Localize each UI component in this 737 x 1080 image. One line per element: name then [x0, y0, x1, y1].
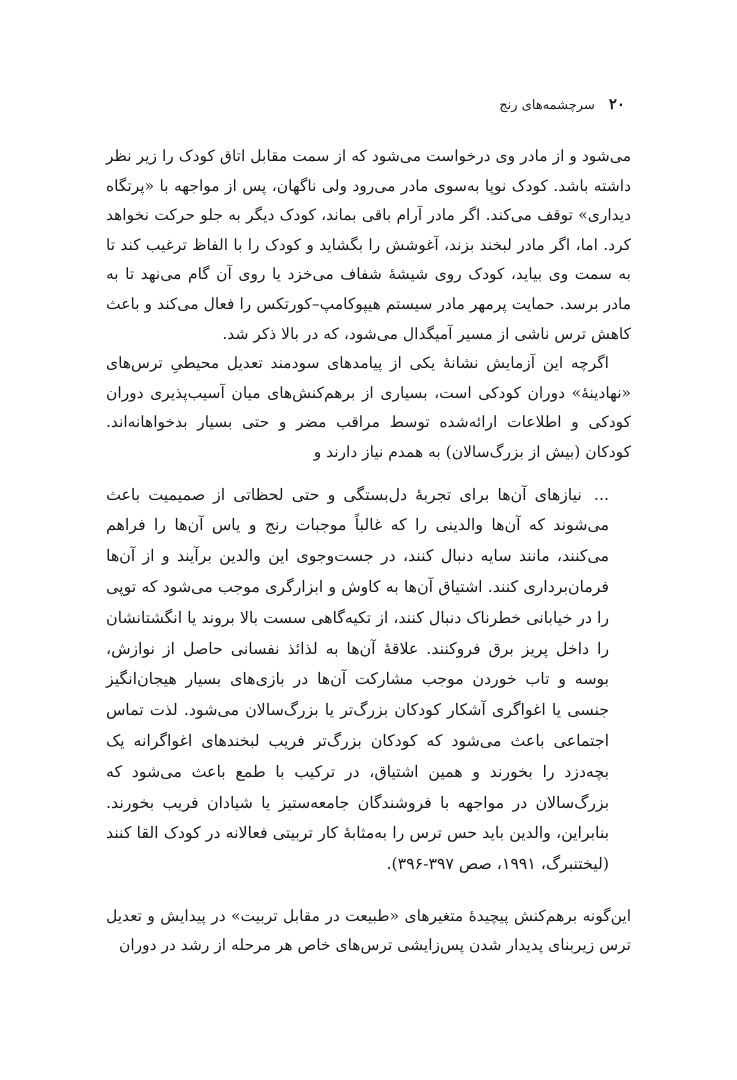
paragraph-3: این‌گونه برهم‌کنش پیچیدهٔ متغیرهای «طبیعت در مقابل تربیت» در پیدایش و تعدیل ترس زیربنای پدیدار شدن پس‌زایشی ترس‌های خاص هر مرحله از رشد در دوران — [106, 906, 631, 955]
paragraph-1: می‌شود و از مادر وی درخواست می‌شود که از سمت مقابل اتاق کودک را زیر نظر داشته باشد. کودک نوپا به‌سوی مادر می‌رود ولی ناگهان، پس از مواجهه با «پرتگاه دیداری» توقف می‌کند. اگر مادر آرام باقی بماند، کودک دیگر به جلو حرکت نخواهد کرد. اما، اگر مادر لبخند بزند، آغوشش را بگشاید و کودک را با الفاظ ترغیب کند تا به سمت وی بیاید، کودک روی شیشهٔ شفاف می‌خزد یا روی آن گام می‌نهد تا به مادر برسد. حمایت پرمهر مادر سیستم هیپوکامپ–کورتکس را فعال می‌کند و باعث کاهش ترس ناشی از مسیر آمیگدال می‌شود، که در بالا ذکر شد. — [106, 147, 631, 343]
page-body — [106, 142, 631, 961]
page-header — [499, 95, 625, 113]
page-number: ۲۰ — [608, 95, 625, 113]
block-quote — [106, 480, 609, 880]
quote-ellipsis: ... — [593, 484, 609, 504]
running-title: سرچشمه‌های رنج — [499, 98, 595, 113]
quote-text: نیازهای آن‌ها برای تجربهٔ دل‌بستگی و حتی لحظاتی از صمیمیت باعث می‌شوند که آن‌ها والدینی را که غالباً موجبات رنج و یاس آن‌ها را فراهم می‌کنند، مانند سایه دنبال کنند، در جست‌وجوی این والدین برآیند و از آن‌ها فرمان‌برداری کنند. اشتیاق آن‌ها به کاوش و ابزارگری موجب می‌شود که توپی را در خیابانی خطرناک دنبال کنند، از تکیه‌گاهی سست بالا بروند یا انگشتانشان را داخل پریز برق فروکنند. علاقهٔ آن‌ها به لذائذ نفسانی حاصل از نوازش، بوسه و تاب خوردن موجب مشارکت آن‌ها در بازی‌های بسیار هیجان‌انگیز جنسی یا اغواگری آشکار کودکان بزرگ‌تر یا بزرگ‌سالان می‌شود. لذت تماس اجتماعی باعث می‌شود که کودکان بزرگ‌تر فریب لبخندهای اغواگرانه یک بچه‌دزد را بخورند و همین اشتیاق، در ترکیب با طمع باعث می‌شود که بزرگ‌سالان در مواجهه با فروشندگان جامعه‌ستیز یا شیادان فریب بخورند. بنابراین، والدین باید حس ترس را به‌مثابهٔ کار تربیتی فعالانه در کودک القا کنند (لیختنبرگ، ۱۹۹۱، صص ۳۹۷-۳۹۶). — [106, 484, 609, 874]
paragraph-2: اگرچه این آزمایش نشانهٔ یکی از پیامدهای سودمند تعدیل محیطیِ ترس‌های «نهادینهٔ» دوران کودکی است، بسیاری از برهم‌کنش‌های میان آسیب‌پذیری دوران کودکی و اطلاعات ارائه‌شده توسط مراقب مضر و حتی بسیار بدخواهانه‌اند. کودکان (بیش از بزرگ‌سالان) به همدم نیاز دارند و — [106, 354, 631, 461]
